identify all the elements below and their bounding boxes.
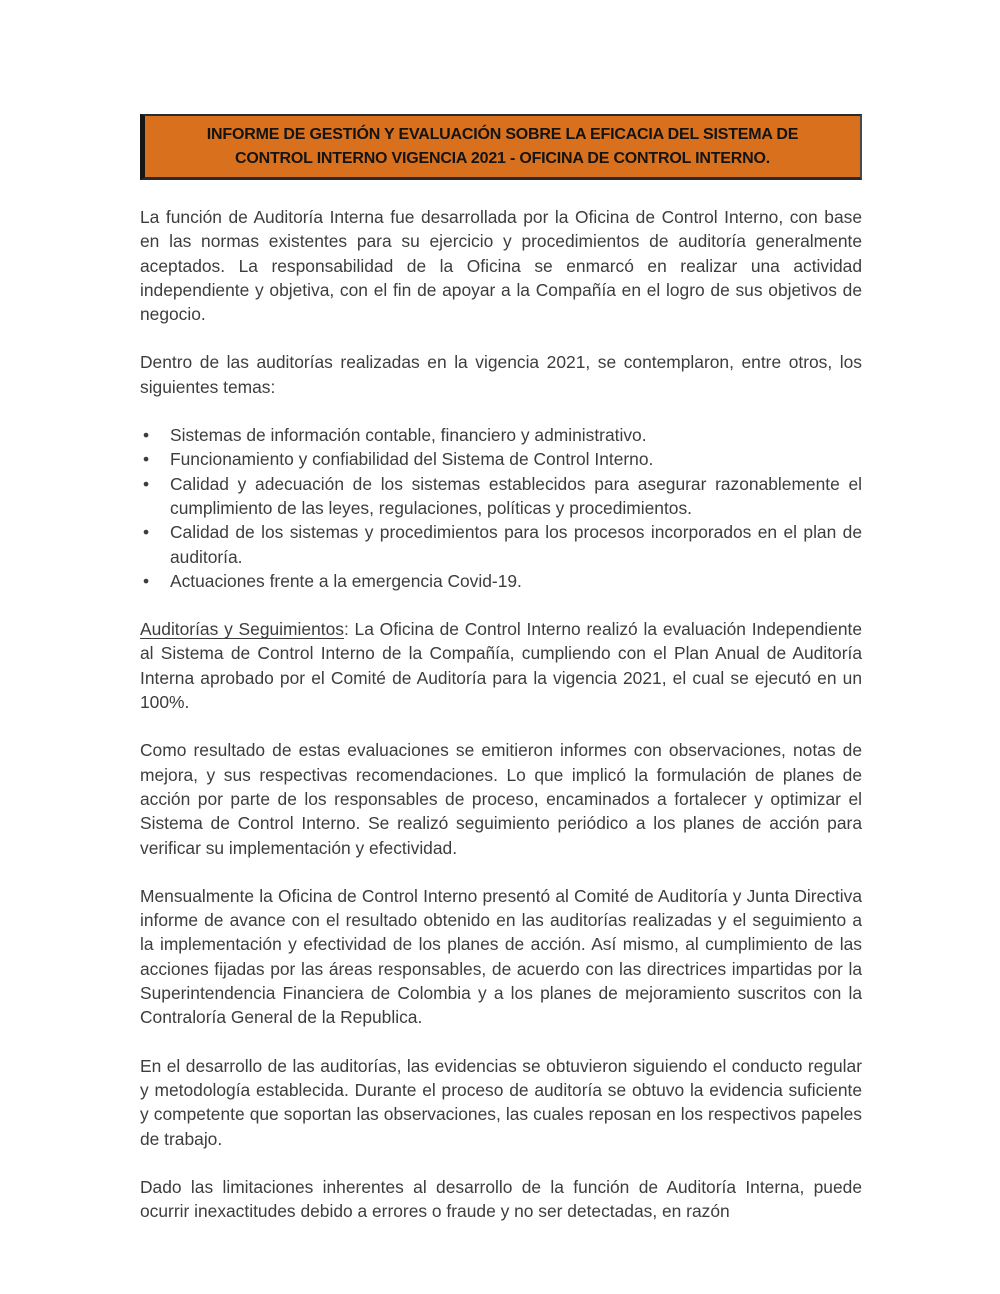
paragraph-inherent-limitations: Dado las limitaciones inherentes al desarrollo de la función de Auditoría Interna, puede ocurrir inexactitudes debido a errores o fraude y no ser detectadas, en razón (140, 1176, 862, 1222)
list-item (140, 472, 862, 521)
bullet-icon: • (143, 425, 150, 446)
paragraph-monthly-reporting: Mensualmente la Oficina de Control Interno presentó al Comité de Auditoría y Junta Directiva informe de avance con el resultado obtenido en las auditorías realizadas y el seguimiento a la implementación y efectividad de los planes de acción. Así mismo, al cumplimiento de las acciones fijadas por las áreas responsables, de acuerdo con las directrices impartidas por la Superintendencia Financiera de Colombia y a los planes de mejoramiento suscritos con la Contraloría General de la Republica. (140, 885, 862, 1028)
list-item-text: Actuaciones frente a la emergencia Covid-19. (170, 570, 522, 591)
list-item (140, 447, 862, 471)
paragraph-audit-topics-intro: Dentro de las auditorías realizadas en la vigencia 2021, se contemplaron, entre otros, los siguientes temas: (140, 352, 862, 397)
list-item (140, 569, 862, 593)
report-title-line-1: INFORME DE GESTIÓN Y EVALUACIÓN SOBRE LA EFICACIA DEL SISTEMA DE (206, 126, 799, 143)
bullet-icon: • (143, 449, 150, 470)
section-heading-audits: Auditorías y Seguimientos (140, 619, 344, 640)
section-text-audits: : La Oficina de Control Interno realizó la evaluación Independiente al Sistema de Control Interno de la Compañía, cumpliendo con el Plan Anual de Auditoría Interna aprobado por el Comité de Auditoría para la vigencia 2021, el cual se ejecutó en un 100%. (140, 619, 862, 713)
list-item-text: Calidad y adecuación de los sistemas establecidos para asegurar razonablemente el cumplimiento de las leyes, regulaciones, políticas y procedimientos. (170, 473, 862, 518)
list-item-text: Funcionamiento y confiabilidad del Sistema de Control Interno. (170, 449, 654, 470)
list-item (140, 520, 862, 569)
list-item (140, 423, 862, 447)
bullet-icon: • (143, 570, 150, 591)
report-title-banner (140, 114, 862, 180)
paragraph-evaluation-results: Como resultado de estas evaluaciones se emitieron informes con observaciones, notas de mejora, y sus respectivas recomendaciones. Lo que implicó la formulación de planes de acción por parte de los responsables de proceso, encaminados a fortalecer y optimizar el Sistema de Control Interno. Se realizó seguimiento periódico a los planes de acción para verificar su implementación y efectividad. (140, 740, 862, 858)
paragraph-audit-function: La función de Auditoría Interna fue desarrollada por la Oficina de Control Interno, con base en las normas existentes para su ejercicio y procedimientos de auditoría generalmente aceptados. La responsabilidad de la Oficina se enmarcó en realizar una actividad independiente y objetiva, con el fin de apoyar a la Compañía en el logro de sus objetivos de negocio. (140, 207, 862, 325)
paragraph-audits-and-followups (140, 617, 862, 714)
list-item-text: Calidad de los sistemas y procedimientos para los procesos incorporados en el plan de auditoría. (170, 522, 862, 567)
report-title-line-2: CONTROL INTERNO VIGENCIA 2021 - OFICINA DE CONTROL INTERNO. (235, 150, 770, 167)
list-item-text: Sistemas de información contable, financiero y administrativo. (170, 425, 647, 446)
paragraph-evidence-methodology: En el desarrollo de las auditorías, las evidencias se obtuvieron siguiendo el conducto regular y metodología establecida. Durante el proceso de auditoría se obtuvo la evidencia suficiente y competente que soportan las observaciones, las cuales reposan en los respectivos papeles de trabajo. (140, 1055, 862, 1149)
audit-topics-list (140, 423, 862, 593)
bullet-icon: • (143, 522, 150, 543)
bullet-icon: • (143, 473, 150, 494)
